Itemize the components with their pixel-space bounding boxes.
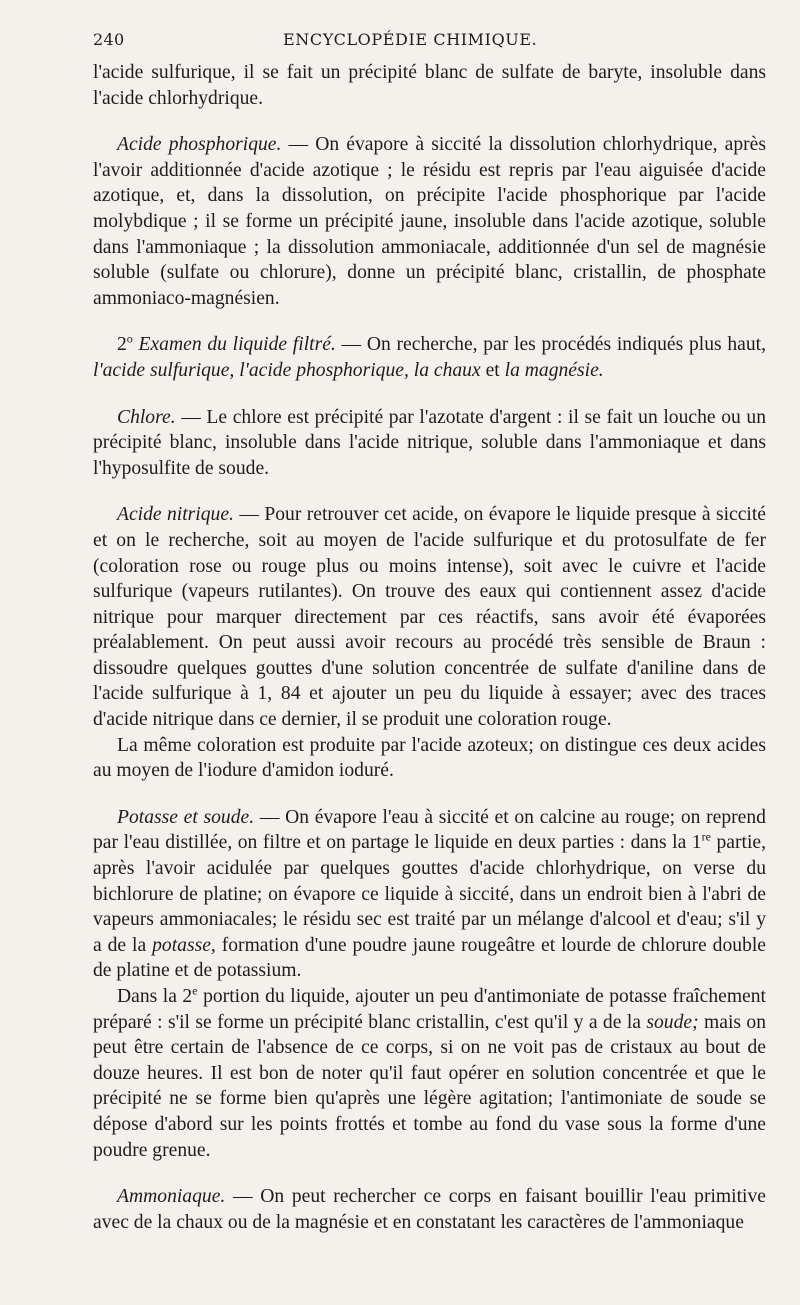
- section-heading: Acide nitrique.: [117, 504, 234, 526]
- section-heading: Examen du liquide filtré.: [132, 334, 336, 356]
- running-title: ENCYCLOPÉDIE CHIMIQUE.: [283, 30, 538, 49]
- paragraph-sulfate-baryte: l'acide sulfurique, il se fait un précipité blanc de sulfate de baryte, insoluble dans l'acide chlorhydrique.: [93, 62, 766, 109]
- paragraph-potasse-soude: Potasse et soude. — On évapore l'eau à siccité et on calcine au rouge; on reprend par l'eau distillée, on filtre et on partage le liquide en deux parties : dans la 1re partie, après l'avoir acidulée par quelques gouttes d'acide chlorhydrique, on verse du bichlorure de platine; on évapore ce liquide à siccité, dans un endroit bien à l'abri de vapeurs ammoniacales; le résidu sec est traité par un mélange d'alcool et d'eau; s'il y a de la potasse, formation d'une poudre jaune rougeâtre et lourde de chlorure double de platine et de potassium.: [93, 806, 767, 982]
- paragraph-chlore: Chlore. — Le chlore est précipité par l'azotate d'argent : il se fait un louche ou un précipité blanc, insoluble dans l'acide nitrique, soluble dans l'ammoniaque et dans l'hyposulfite de soude.: [93, 406, 766, 479]
- section-heading: Acide phosphorique.: [117, 134, 282, 156]
- paragraph-acide-azoteux: La même coloration est produite par l'acide azoteux; on distingue ces deux acides au moyen de l'iodure d'amidon ioduré.: [93, 734, 766, 782]
- section-heading: Potasse et soude.: [117, 806, 255, 828]
- page-number: 240: [93, 30, 125, 49]
- section-heading: Chlore.: [117, 406, 176, 428]
- section-heading: Ammoniaque.: [117, 1186, 226, 1208]
- page-header: [93, 30, 766, 60]
- paragraph-acide-nitrique: Acide nitrique. — Pour retrouver cet acide, on évapore le liquide presque à siccité et on le recherche, soit au moyen de l'acide sulfurique et du protosulfate de fer (coloration rose ou rouge plus ou moins intense), soit avec le cuivre et l'acide sulfurique (vapeurs rutilantes). On trouve des eaux qui contiennent assez d'acide nitrique pour marquer directement par ces réactifs, sans avoir été évaporées préalablement. On peut aussi avoir recours au procédé très sensible de Braun : dissoudre quelques gouttes d'une solution concentrée de sulfate d'aniline dans de l'acide sulfurique à 1, 84 et ajouter un peu du liquide à essayer; avec des traces d'acide nitrique dans ce dernier, il se produit une coloration rouge.: [93, 504, 766, 731]
- paragraph-examen-liquide: 2$^o$ Examen du liquide filtré. — On recherche, par les procédés indiqués plus haut, l'acide sulfurique, l'acide phosphorique, la chaux et la magnésie.: [93, 331, 766, 381]
- body-text: [93, 60, 766, 1235]
- paragraph-deuxieme-portion: Dans la 2e portion du liquide, ajouter un peu d'antimoniate de potasse fraîchement préparé : s'il se forme un précipité blanc cristallin, c'est qu'il y a de la soude; mais on peut être certain de l'absence de ce corps, si on ne voit pas de cristaux au bout de douze heures. Il est bon de noter qu'il faut opérer en solution concentrée et que le précipité ne se forme bien qu'après une légère agitation; l'antimoniate de soude se dépose d'abord sur les points frottés et tombe au fond du vase sous la forme d'une poudre grenue.: [93, 983, 766, 1161]
- paragraph-acide-phosphorique: Acide phosphorique. — On évapore à siccité la dissolution chlorhydrique, après l'avoir additionnée d'acide azotique ; le résidu est repris par l'eau aiguisée d'acide azotique, et, dans la dissolution, on précipite l'acide phosphorique par l'acide molybdique ; il se forme un précipité jaune, insoluble dans l'acide azotique, soluble dans l'ammoniaque ; la dissolution ammoniacale, additionnée d'un sel de magnésie soluble (sulfate ou chlorure), donne un précipité blanc, cristallin, de phosphate ammoniaco-magnésien.: [93, 134, 766, 309]
- paragraph-ammoniaque: Ammoniaque. — On peut rechercher ce corps en faisant bouillir l'eau primitive avec de la chaux ou de la magnésie et en constatant les caractères de l'ammoniaque: [93, 1186, 766, 1233]
